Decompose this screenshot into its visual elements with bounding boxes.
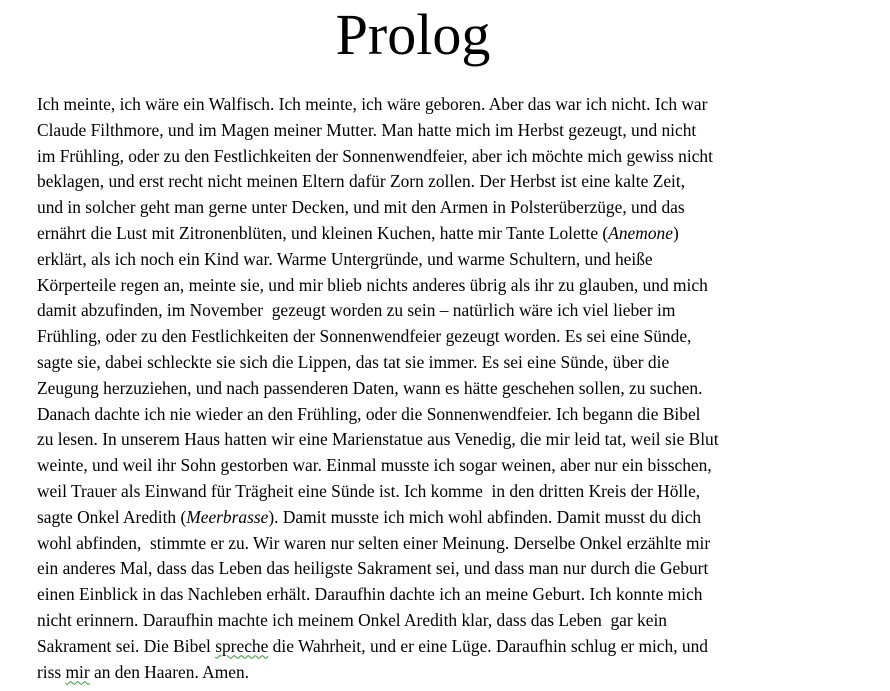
- text-line: [37, 660, 857, 686]
- text-line: [37, 195, 857, 221]
- text-line: [37, 298, 857, 324]
- text-segment: riss: [37, 661, 66, 682]
- text-segment: Frühling, oder zu den Festlichkeiten der Sonnenwendfeier gezeugt worden. Es sei eine Sünde,: [37, 326, 692, 347]
- text-segment: Zeugung herzuziehen, und nach passenderen Daten, wann es hätte geschehen sollen, zu suchen.: [37, 377, 703, 398]
- text-segment: Danach dachte ich nie wieder an den Frühling, oder die Sonnenwendfeier. Ich begann die Bibel: [37, 403, 701, 424]
- text-line: [37, 402, 857, 428]
- text-segment: ernährt die Lust mit Zitronenblüten, und kleinen Kuchen, hatte mir Tante Lolette (: [37, 222, 609, 243]
- text-line: [37, 608, 857, 634]
- text-segment: zu lesen. In unserem Haus hatten wir eine Marienstatue aus Venedig, die mir leid tat, weil sie Blut: [37, 429, 719, 450]
- text-segment: an den Haaren. Amen.: [89, 661, 250, 682]
- text-segment: Claude Filthmore, und im Magen meiner Mutter. Man hatte mich im Herbst gezeugt, und nicht: [37, 119, 697, 140]
- text-line: [37, 479, 857, 505]
- spellcheck-flagged-word: mir: [65, 661, 90, 682]
- text-line: [37, 221, 857, 247]
- text-line: [37, 556, 857, 582]
- text-segment: sagte sie, dabei schleckte sie sich die Lippen, das tat sie immer. Es sei eine Sünde, über die: [37, 351, 670, 372]
- text-segment: einen Einblick in das Nachleben erhält. Daraufhin dachte ich an meine Geburt. Ich konnte mich: [37, 584, 703, 605]
- text-segment: die Wahrheit, und er eine Lüge. Daraufhin schlug er mich, und: [268, 635, 708, 656]
- text-segment: wohl abfinden, stimmte er zu. Wir waren nur selten einer Meinung. Derselbe Onkel erzählte mir: [37, 532, 711, 553]
- text-segment: Körperteile regen an, meinte sie, und mir blieb nichts anderes übrig als ihr zu glauben, und mich: [37, 274, 708, 295]
- text-segment: beklagen, und erst recht nicht meinen Eltern dafür Zorn zollen. Der Herbst ist eine kalte Zeit,: [37, 171, 686, 192]
- text-line: [37, 582, 857, 608]
- text-line: [37, 505, 857, 531]
- text-line: [37, 350, 857, 376]
- text-segment: Sakrament sei. Die Bibel: [37, 635, 216, 656]
- text-line: [37, 376, 857, 402]
- text-segment: ): [672, 222, 679, 243]
- text-line: [37, 247, 857, 273]
- spellcheck-flagged-word: spreche: [215, 635, 269, 656]
- text-segment: und in solcher geht man gerne unter Decken, und mit den Armen in Polsterüberzüge, und das: [37, 197, 685, 218]
- page-title: Prolog: [335, 2, 491, 67]
- text-segment: weil Trauer als Einwand für Trägheit eine Sünde ist. Ich komme in den dritten Kreis der Hölle,: [37, 480, 701, 501]
- text-line: [37, 273, 857, 299]
- text-line: [37, 531, 857, 557]
- text-segment: nicht erinnern. Daraufhin machte ich meinem Onkel Aredith klar, dass das Leben gar kein: [37, 609, 667, 630]
- text-line: [37, 169, 857, 195]
- text-line: [37, 144, 857, 170]
- text-line: [37, 324, 857, 350]
- italic-name: Anemone: [608, 222, 673, 243]
- text-segment: ). Damit musste ich mich wohl abfinden. Damit musst du dich: [268, 506, 702, 527]
- text-segment: weinte, und weil ihr Sohn gestorben war. Einmal musste ich sogar weinen, aber nur ein bisschen,: [37, 455, 712, 476]
- text-line: [37, 92, 857, 118]
- text-line: [37, 634, 857, 660]
- text-segment: Ich meinte, ich wäre ein Walfisch. Ich meinte, ich wäre geboren. Aber das war ich nicht. Ich war: [37, 94, 708, 114]
- text-line: [37, 118, 857, 144]
- italic-name: Meerbrasse: [186, 506, 269, 527]
- text-segment: ein anderes Mal, dass das Leben das heiligste Sakrament sei, und dass man nur durch die Geburt: [37, 558, 709, 579]
- text-segment: im Frühling, oder zu den Festlichkeiten der Sonnenwendfeier, aber ich möchte mich gewiss nicht: [37, 145, 713, 166]
- text-line: [37, 427, 857, 453]
- text-segment: erklärt, als ich noch ein Kind war. Warme Untergründe, und warme Schultern, und heiße: [37, 248, 653, 269]
- prolog-paragraph[interactable]: [37, 92, 857, 685]
- text-segment: sagte Onkel Aredith (: [37, 506, 187, 527]
- text-segment: damit abzufinden, im November gezeugt worden zu sein – natürlich wäre ich viel lieber im: [37, 300, 676, 321]
- text-line: [37, 453, 857, 479]
